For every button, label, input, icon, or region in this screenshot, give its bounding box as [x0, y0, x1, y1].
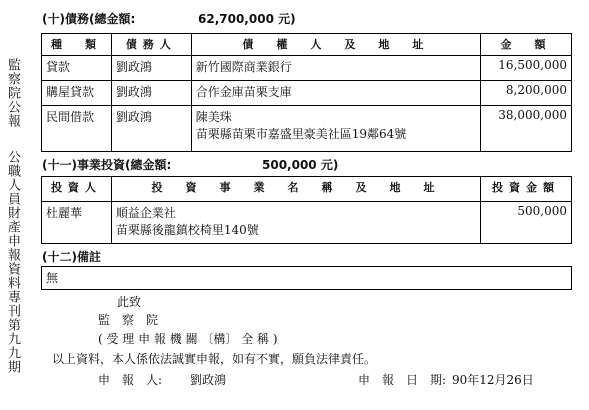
debts-header-creditor: 債 權 人 及 地 址: [191, 34, 480, 56]
receiving-agency-note: ( 受 理 申 報 機 關 〔構〕 全 稱 ): [98, 332, 278, 346]
investment-amount: 500,000: [481, 202, 572, 244]
declaration-statement: 以上資料，本人係依法誠實申報，如有不實，願負法律責任。: [52, 352, 377, 366]
investment-address: 苗栗縣後龍鎮校椅里140號: [115, 223, 259, 237]
debt-amount: 8,200,000: [481, 81, 572, 106]
investments-table: [41, 176, 572, 244]
debt-creditor: 新竹國際商業銀行: [191, 56, 480, 81]
investments-header-amount: 投資金額: [481, 177, 572, 202]
debt-creditor: 合作金庫苗栗支庫: [191, 81, 480, 106]
debts-header-type: 種 類: [42, 34, 112, 56]
investments-header-name: 投 資 事 業 名 稱 及 地 址: [111, 177, 480, 202]
debt-type: 購屋貸款: [42, 81, 112, 106]
table-row: [42, 81, 572, 106]
table-row: [42, 106, 572, 152]
debt-debtor: 劉政鴻: [111, 81, 191, 106]
investments-total: 500,000 元): [262, 158, 339, 172]
debt-creditor-address: 苗栗縣苗栗市嘉盛里豪美社區19鄰64號: [195, 127, 407, 141]
debt-type: 貸款: [42, 56, 112, 81]
declarant-name: 劉政鴻: [190, 373, 227, 387]
debt-amount: 38,000,000: [481, 106, 572, 152]
debts-header-amount: 金 額: [481, 34, 572, 56]
notes-section-title: (十二)備註: [42, 250, 101, 264]
debts-table: [41, 33, 572, 152]
notes-table: [41, 266, 572, 290]
debt-creditor: 陳美珠: [195, 110, 232, 124]
debts-total: 62,700,000 元): [198, 12, 296, 26]
investments-section-title: (十一)事業投資(總金額:: [42, 158, 172, 172]
debts-section-title: (十)債務(總金額:: [42, 12, 136, 26]
declaration-date-label: 申 報 日 期:: [358, 373, 447, 387]
debts-header-debtor: 債務人: [111, 34, 191, 56]
investments-header-investor: 投資人: [42, 177, 112, 202]
publication-title: 監察院公報: [5, 58, 20, 128]
debt-debtor: 劉政鴻: [111, 56, 191, 81]
declarant-label: 申 報 人:: [98, 373, 163, 387]
debt-debtor: 劉政鴻: [111, 106, 191, 152]
table-row: [42, 202, 572, 244]
investment-investor: 杜麗華: [42, 202, 112, 244]
table-row: [42, 56, 572, 81]
debt-amount: 16,500,000: [481, 56, 572, 81]
notes-content: 無: [42, 267, 572, 290]
debt-type: 民間借款: [42, 106, 112, 152]
issue-title: 公職人員財產申報資料專刊第九九期: [5, 150, 20, 374]
agency-name: 監 察 院: [98, 313, 159, 327]
declaration-date: 90年12月26日: [452, 373, 534, 387]
salutation: 此致: [117, 295, 142, 309]
investment-name: 順益企業社: [115, 206, 176, 220]
